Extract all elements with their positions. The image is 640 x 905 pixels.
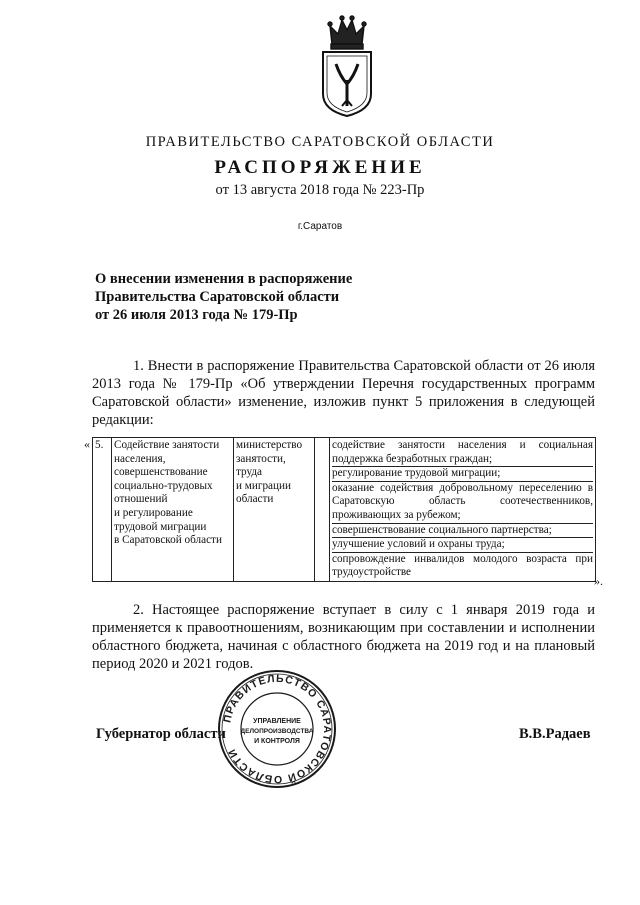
paragraph-1: 1. Внести в распоряжение Правительства Саратовской области от 26 июля 2013 года № 179-Пр «Об утверждении Перечня государственных программ Саратовской области» изменение, изложив пункт 5 приложения в следующей редакции: <box>92 358 595 428</box>
document-subject <box>95 270 352 324</box>
program-line: населения, <box>114 452 166 465</box>
seal-center-line: ДЕЛОПРОИЗВОДСТВА <box>240 728 314 735</box>
tasks-cell <box>330 438 596 582</box>
task-item: улучшение условий и охраны труда; <box>332 538 593 553</box>
subject-line: О внесении изменения в распоряжение <box>95 271 353 287</box>
program-name-cell <box>112 438 234 582</box>
quote-close: ». <box>594 574 603 588</box>
coat-of-arms-emblem <box>318 14 376 118</box>
seal-center-line: УПРАВЛЕНИЕ <box>253 718 301 725</box>
program-line: социально-трудовых <box>114 479 213 492</box>
quote-open: « <box>84 437 90 451</box>
responsible-line: занятости, <box>236 452 286 465</box>
responsible-line: и миграции <box>236 479 291 492</box>
item-number: 5. <box>93 438 112 582</box>
task-item: совершенствование социального партнерства; <box>332 524 593 539</box>
seal-center-line: И КОНТРОЛЯ <box>254 738 300 745</box>
document-city: г.Саратов <box>297 221 343 232</box>
program-line: совершенствование <box>114 466 208 479</box>
paragraph-2: 2. Настоящее распоряжение вступает в силу с 1 января 2019 года и применяется к правоотношениям, возникающим при составлении и исполнении областного бюджета, начиная с областного бюджета на 2019 год и на плановый период 2020 и 2021 годов. <box>92 602 595 672</box>
official-seal <box>216 668 338 790</box>
subject-line: Правительства Саратовской области <box>95 289 340 305</box>
responsible-line: министерство <box>236 439 303 451</box>
seal-ring-text: ПРАВИТЕЛЬСТВО САРАТОВСКОЙ ОБЛАСТИ <box>221 672 334 786</box>
program-line: Содействие занятости <box>114 439 220 451</box>
empty-cell <box>315 438 330 582</box>
responsible-line: области <box>236 493 274 506</box>
program-line: трудовой миграции <box>114 520 207 533</box>
table-row <box>93 438 596 582</box>
task-item: регулирование трудовой миграции; <box>332 467 593 482</box>
task-item: содействие занятости населения и социальная поддержка безработных граждан; <box>332 439 593 467</box>
program-line: и регулирование <box>114 506 193 519</box>
amendment-table <box>92 437 596 582</box>
task-item: оказание содействия добровольному переселению в Саратовскую область соотечественников, проживающих за рубежом; <box>332 482 593 524</box>
signatory-title: Губернатор области <box>96 726 226 742</box>
subject-line: от 26 июля 2013 года № 179-Пр <box>95 307 298 323</box>
responsible-executor-cell <box>234 438 315 582</box>
document-date-number: от 13 августа 2018 года № 223-Пр <box>215 182 425 198</box>
task-item: сопровождение инвалидов молодого возраста при трудоустройстве <box>332 552 593 579</box>
government-name: ПРАВИТЕЛЬСТВО САРАТОВСКОЙ ОБЛАСТИ <box>145 134 495 150</box>
document-type: РАСПОРЯЖЕНИЕ <box>214 157 426 178</box>
program-line: отношений <box>114 493 168 506</box>
responsible-line: труда <box>236 466 263 479</box>
signatory-name: В.В.Радаев <box>519 726 591 742</box>
program-line: в Саратовской области <box>114 534 222 547</box>
